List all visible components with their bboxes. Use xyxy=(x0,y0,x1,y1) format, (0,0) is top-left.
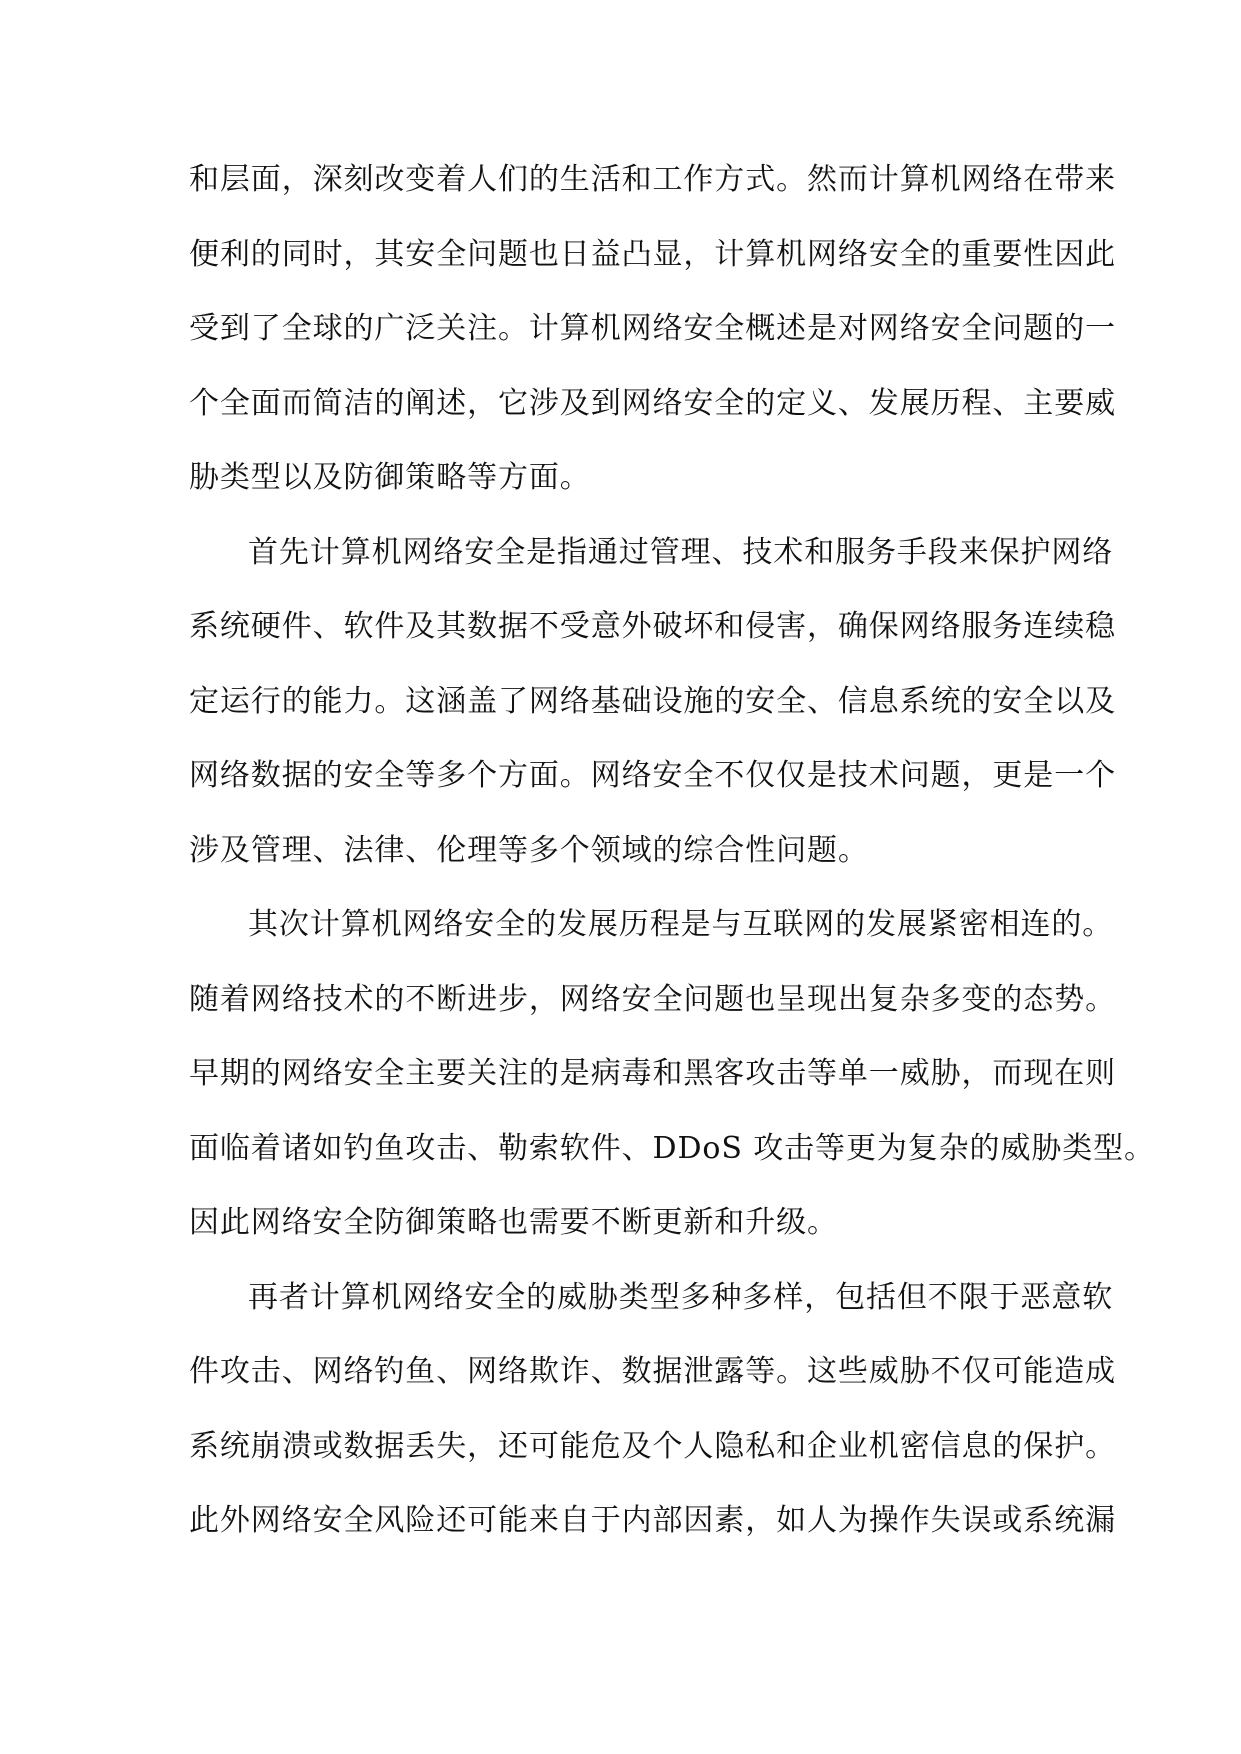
text-line: 因此网络安全防御策略也需要不断更新和升级。 xyxy=(189,1205,838,1240)
text-line: 个全面而简洁的阐述，它涉及到网络安全的定义、发展历程、主要威 xyxy=(189,385,1116,421)
text-line: 胁类型以及防御策略等方面。 xyxy=(189,460,591,495)
text-line: 网络数据的安全等多个方面。网络安全不仅仅是技术问题，更是一个 xyxy=(189,758,1116,793)
text-line: 定运行的能力。这涵盖了网络基础设施的安全、信息系统的安全以及 xyxy=(189,683,1116,719)
paragraph-first-line: 其次计算机网络安全的发展历程是与互联网的发展紧密相连的。 xyxy=(248,907,1114,942)
text-line: 面临着诸如钓鱼攻击、勒索软件、DDoS 攻击等更为复杂的威胁类型。 xyxy=(189,1130,1155,1166)
text-line: 涉及管理、法律、伦理等多个领域的综合性问题。 xyxy=(189,832,869,868)
text-line: 早期的网络安全主要关注的是病毒和黑客攻击等单一威胁，而现在则 xyxy=(189,1056,1116,1091)
paragraph-first-line: 再者计算机网络安全的威胁类型多种多样，包括但不限于恶意软 xyxy=(248,1279,1114,1315)
body-text xyxy=(189,143,1155,1559)
text-line: 件攻击、网络钓鱼、网络欺诈、数据泄露等。这些威胁不仅可能造成 xyxy=(189,1354,1116,1389)
text-line: 随着网络技术的不断进步，网络安全问题也呈现出复杂多变的态势。 xyxy=(189,981,1116,1017)
text-line: 受到了全球的广泛关注。计算机网络安全概述是对网络安全问题的一 xyxy=(189,311,1116,346)
text-line: 系统崩溃或数据丢失，还可能危及个人隐私和企业机密信息的保护。 xyxy=(189,1428,1116,1464)
text-line: 系统硬件、软件及其数据不受意外破坏和侵害，确保网络服务连续稳 xyxy=(189,609,1116,644)
text-line: 和层面，深刻改变着人们的生活和工作方式。然而计算机网络在带来 xyxy=(189,162,1116,197)
paragraph-first-line: 首先计算机网络安全是指通过管理、技术和服务手段来保护网络 xyxy=(248,534,1114,570)
text-line: 此外网络安全风险还可能来自于内部因素，如人为操作失误或系统漏 xyxy=(189,1503,1116,1538)
text-line: 便利的同时，其安全问题也日益凸显，计算机网络安全的重要性因此 xyxy=(189,236,1116,272)
